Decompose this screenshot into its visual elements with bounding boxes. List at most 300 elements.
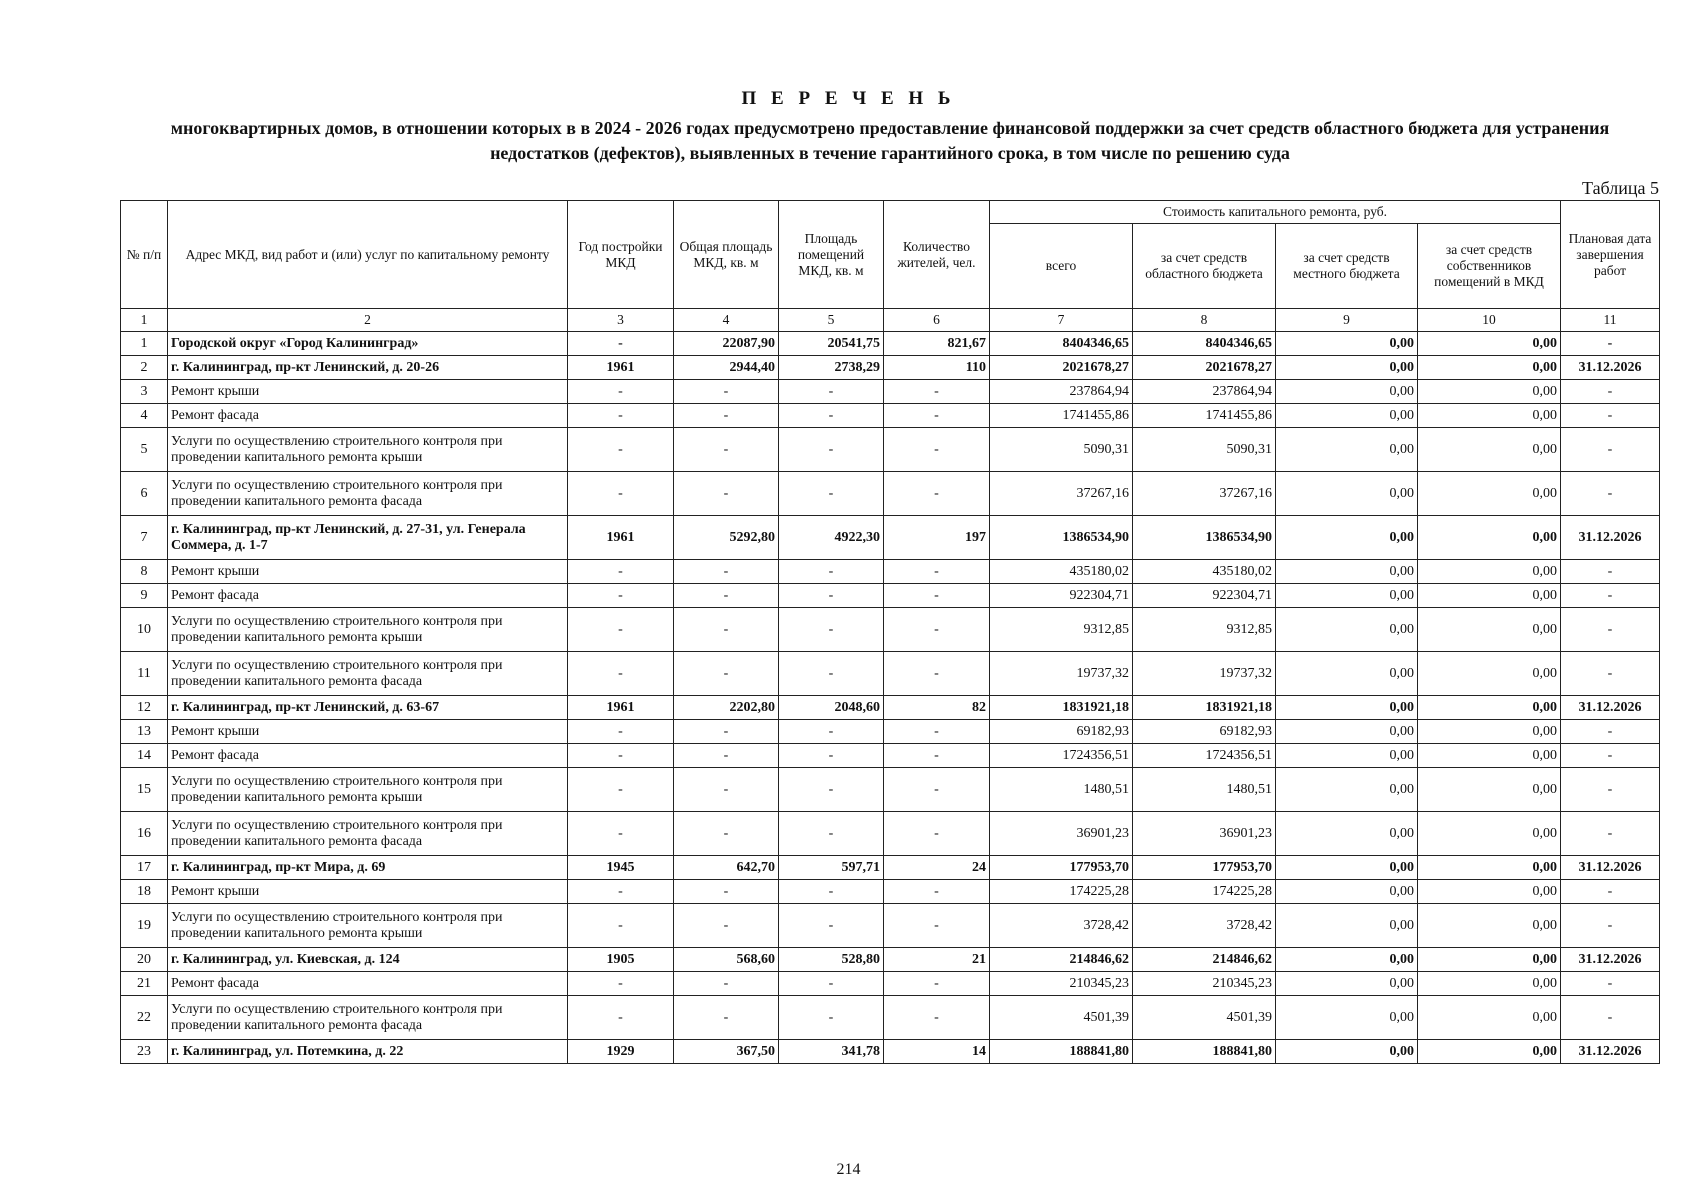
row-cost-total: 188841,80 [990,1040,1133,1064]
row-premises-area: - [779,380,884,404]
row-total-area: 2202,80 [674,696,779,720]
row-completion-date: - [1561,996,1660,1040]
row-cost-owners: 0,00 [1418,1040,1561,1064]
row-total-area: - [674,904,779,948]
row-residents: - [884,652,990,696]
row-completion-date: - [1561,428,1660,472]
row-number: 7 [121,516,168,560]
row-total-area: - [674,404,779,428]
row-cost-regional: 4501,39 [1133,996,1276,1040]
row-total-area: 2944,40 [674,356,779,380]
row-premises-area: 4922,30 [779,516,884,560]
row-cost-local: 0,00 [1276,696,1418,720]
row-completion-date: 31.12.2026 [1561,696,1660,720]
row-cost-local: 0,00 [1276,904,1418,948]
row-total-area: 568,60 [674,948,779,972]
row-cost-owners: 0,00 [1418,812,1561,856]
page-number: 214 [836,1161,861,1178]
row-cost-total: 9312,85 [990,608,1133,652]
row-residents: - [884,608,990,652]
row-premises-area: 597,71 [779,856,884,880]
row-cost-local: 0,00 [1276,560,1418,584]
row-total-area: - [674,608,779,652]
row-number: 23 [121,1040,168,1064]
row-premises-area: - [779,768,884,812]
row-residents: - [884,720,990,744]
row-premises-area: - [779,584,884,608]
row-residents: - [884,560,990,584]
row-number: 22 [121,996,168,1040]
row-residents: 821,67 [884,332,990,356]
row-number: 12 [121,696,168,720]
row-residents: 14 [884,1040,990,1064]
row-cost-total: 3728,42 [990,904,1133,948]
row-address: Ремонт фасада [168,744,568,768]
row-cost-total: 5090,31 [990,428,1133,472]
table-label: Таблица 5 [1582,178,1659,198]
row-premises-area: - [779,812,884,856]
row-cost-total: 177953,70 [990,856,1133,880]
column-number: 1 [121,309,168,332]
row-number: 9 [121,584,168,608]
row-cost-local: 0,00 [1276,584,1418,608]
row-residents: 82 [884,696,990,720]
column-number: 9 [1276,309,1418,332]
row-premises-area: - [779,608,884,652]
row-premises-area: 2048,60 [779,696,884,720]
row-cost-local: 0,00 [1276,1040,1418,1064]
row-year: - [568,996,674,1040]
row-cost-regional: 1480,51 [1133,768,1276,812]
row-premises-area: - [779,972,884,996]
row-cost-regional: 8404346,65 [1133,332,1276,356]
row-residents: 24 [884,856,990,880]
header-completion-date: Плановая дата завершения работ [1561,201,1660,309]
table-row [121,1040,1660,1064]
row-cost-owners: 0,00 [1418,472,1561,516]
table-row [121,880,1660,904]
row-total-area: - [674,880,779,904]
row-cost-total: 37267,16 [990,472,1133,516]
row-cost-local: 0,00 [1276,996,1418,1040]
row-premises-area: - [779,652,884,696]
row-year: 1961 [568,356,674,380]
row-total-area: - [674,472,779,516]
row-year: - [568,880,674,904]
row-address: Услуги по осуществлению строительного контроля при проведении капитального ремонта крыши [168,428,568,472]
row-cost-owners: 0,00 [1418,404,1561,428]
row-address: Ремонт фасада [168,404,568,428]
row-number: 8 [121,560,168,584]
row-cost-local: 0,00 [1276,428,1418,472]
table-row [121,812,1660,856]
row-year: - [568,904,674,948]
row-cost-total: 1386534,90 [990,516,1133,560]
row-premises-area: - [779,904,884,948]
row-total-area: - [674,380,779,404]
header-address: Адрес МКД, вид работ и (или) услуг по капитальному ремонту [168,201,568,309]
row-address: Ремонт фасада [168,972,568,996]
table-row [121,720,1660,744]
row-cost-local: 0,00 [1276,472,1418,516]
row-completion-date: - [1561,332,1660,356]
table-row [121,516,1660,560]
row-premises-area: 341,78 [779,1040,884,1064]
row-year: - [568,972,674,996]
row-premises-area: - [779,472,884,516]
row-year: - [568,584,674,608]
row-cost-local: 0,00 [1276,356,1418,380]
row-total-area: 642,70 [674,856,779,880]
row-total-area: 22087,90 [674,332,779,356]
row-year: - [568,404,674,428]
row-residents: - [884,880,990,904]
column-number: 6 [884,309,990,332]
table-row [121,856,1660,880]
row-premises-area: 20541,75 [779,332,884,356]
row-cost-regional: 3728,42 [1133,904,1276,948]
row-cost-owners: 0,00 [1418,560,1561,584]
column-number: 11 [1561,309,1660,332]
column-number: 2 [168,309,568,332]
row-completion-date: 31.12.2026 [1561,948,1660,972]
row-total-area: - [674,428,779,472]
row-completion-date: - [1561,472,1660,516]
header-year: Год постройки МКД [568,201,674,309]
row-cost-total: 174225,28 [990,880,1133,904]
row-cost-local: 0,00 [1276,812,1418,856]
row-premises-area: - [779,428,884,472]
row-cost-owners: 0,00 [1418,948,1561,972]
row-cost-regional: 174225,28 [1133,880,1276,904]
row-number: 11 [121,652,168,696]
row-cost-total: 210345,23 [990,972,1133,996]
row-cost-owners: 0,00 [1418,356,1561,380]
header-premises-area: Площадь помещений МКД, кв. м [779,201,884,309]
header-cost-local: за счет средств местного бюджета [1276,224,1418,309]
row-completion-date: - [1561,904,1660,948]
row-cost-regional: 237864,94 [1133,380,1276,404]
row-cost-total: 1741455,86 [990,404,1133,428]
row-total-area: 367,50 [674,1040,779,1064]
row-address: Услуги по осуществлению строительного контроля при проведении капитального ремонта фасада [168,472,568,516]
row-cost-owners: 0,00 [1418,516,1561,560]
row-cost-regional: 36901,23 [1133,812,1276,856]
row-cost-regional: 1386534,90 [1133,516,1276,560]
row-number: 3 [121,380,168,404]
row-cost-owners: 0,00 [1418,768,1561,812]
row-cost-regional: 19737,32 [1133,652,1276,696]
row-residents: - [884,584,990,608]
row-cost-total: 69182,93 [990,720,1133,744]
table-row [121,972,1660,996]
row-number: 15 [121,768,168,812]
header-cost-regional: за счет средств областного бюджета [1133,224,1276,309]
row-number: 10 [121,608,168,652]
table-row [121,356,1660,380]
row-premises-area: - [779,720,884,744]
row-address: Услуги по осуществлению строительного контроля при проведении капитального ремонта фасада [168,812,568,856]
row-year: - [568,812,674,856]
row-year: - [568,428,674,472]
table-row [121,652,1660,696]
row-premises-area: - [779,996,884,1040]
row-number: 6 [121,472,168,516]
row-address: Услуги по осуществлению строительного контроля при проведении капитального ремонта фасада [168,996,568,1040]
row-premises-area: - [779,744,884,768]
table-row [121,948,1660,972]
column-numbers-row [121,309,1660,332]
table-row [121,332,1660,356]
row-residents: - [884,404,990,428]
row-cost-local: 0,00 [1276,332,1418,356]
row-address: Услуги по осуществлению строительного контроля при проведении капитального ремонта крыши [168,768,568,812]
table-row [121,404,1660,428]
row-address: Услуги по осуществлению строительного контроля при проведении капитального ремонта крыши [168,904,568,948]
row-residents: 21 [884,948,990,972]
row-cost-total: 36901,23 [990,812,1133,856]
row-completion-date: 31.12.2026 [1561,356,1660,380]
table-row [121,472,1660,516]
row-premises-area: 528,80 [779,948,884,972]
row-cost-local: 0,00 [1276,608,1418,652]
row-number: 21 [121,972,168,996]
row-residents: - [884,812,990,856]
row-year: - [568,768,674,812]
row-residents: - [884,972,990,996]
row-address: г. Калининград, пр-кт Ленинский, д. 63-67 [168,696,568,720]
row-total-area: - [674,996,779,1040]
row-residents: - [884,768,990,812]
document-subtitle: многоквартирных домов, в отношении которых в в 2024 - 2026 годах предусмотрено предоставление финансовой поддержки за счет средств областного бюджета для устранения недостатков (дефектов), выявленных в течение гарантийного срока, в том числе по решению суда [170,118,1610,163]
column-number: 4 [674,309,779,332]
row-address: г. Калининград, пр-кт Мира, д. 69 [168,856,568,880]
row-cost-local: 0,00 [1276,972,1418,996]
row-number: 16 [121,812,168,856]
row-residents: - [884,744,990,768]
row-number: 5 [121,428,168,472]
column-number: 8 [1133,309,1276,332]
row-completion-date: - [1561,880,1660,904]
row-cost-total: 922304,71 [990,584,1133,608]
table-row [121,996,1660,1040]
row-cost-total: 1480,51 [990,768,1133,812]
row-completion-date: - [1561,744,1660,768]
row-cost-owners: 0,00 [1418,584,1561,608]
table-row [121,904,1660,948]
row-cost-total: 2021678,27 [990,356,1133,380]
table-row [121,584,1660,608]
row-cost-total: 214846,62 [990,948,1133,972]
header-cost-group: Стоимость капитального ремонта, руб. [990,201,1561,224]
row-completion-date: - [1561,560,1660,584]
row-year: - [568,380,674,404]
row-year: 1905 [568,948,674,972]
row-cost-local: 0,00 [1276,880,1418,904]
row-cost-regional: 9312,85 [1133,608,1276,652]
row-address: г. Калининград, ул. Киевская, д. 124 [168,948,568,972]
row-cost-owners: 0,00 [1418,856,1561,880]
row-year: - [568,560,674,584]
row-cost-owners: 0,00 [1418,380,1561,404]
row-address: Ремонт крыши [168,880,568,904]
row-cost-regional: 188841,80 [1133,1040,1276,1064]
row-cost-owners: 0,00 [1418,428,1561,472]
table-row [121,768,1660,812]
row-cost-local: 0,00 [1276,516,1418,560]
row-cost-regional: 69182,93 [1133,720,1276,744]
column-number: 10 [1418,309,1561,332]
row-completion-date: 31.12.2026 [1561,856,1660,880]
column-number: 5 [779,309,884,332]
row-cost-regional: 922304,71 [1133,584,1276,608]
row-address: Услуги по осуществлению строительного контроля при проведении капитального ремонта фасада [168,652,568,696]
row-address: г. Калининград, ул. Потемкина, д. 22 [168,1040,568,1064]
row-cost-regional: 1724356,51 [1133,744,1276,768]
row-completion-date: - [1561,652,1660,696]
row-total-area: - [674,812,779,856]
row-total-area: 5292,80 [674,516,779,560]
row-cost-total: 237864,94 [990,380,1133,404]
row-completion-date: - [1561,380,1660,404]
row-address: г. Калининград, пр-кт Ленинский, д. 27-31, ул. Генерала Соммера, д. 1-7 [168,516,568,560]
row-cost-total: 1724356,51 [990,744,1133,768]
row-number: 14 [121,744,168,768]
row-cost-total: 1831921,18 [990,696,1133,720]
row-premises-area: - [779,404,884,428]
row-residents: - [884,904,990,948]
row-year: - [568,652,674,696]
row-completion-date: - [1561,608,1660,652]
row-year: 1961 [568,696,674,720]
table-row [121,696,1660,720]
table-row [121,560,1660,584]
row-number: 20 [121,948,168,972]
row-completion-date: 31.12.2026 [1561,516,1660,560]
row-total-area: - [674,720,779,744]
row-cost-total: 4501,39 [990,996,1133,1040]
header-residents: Количество жителей, чел. [884,201,990,309]
row-number: 18 [121,880,168,904]
row-number: 1 [121,332,168,356]
row-cost-regional: 5090,31 [1133,428,1276,472]
row-cost-local: 0,00 [1276,720,1418,744]
row-premises-area: - [779,880,884,904]
row-number: 2 [121,356,168,380]
row-total-area: - [674,972,779,996]
row-cost-local: 0,00 [1276,744,1418,768]
row-cost-regional: 37267,16 [1133,472,1276,516]
row-cost-owners: 0,00 [1418,880,1561,904]
row-completion-date: - [1561,584,1660,608]
row-address: Ремонт фасада [168,584,568,608]
row-total-area: - [674,560,779,584]
row-address: Услуги по осуществлению строительного контроля при проведении капитального ремонта крыши [168,608,568,652]
row-cost-owners: 0,00 [1418,652,1561,696]
row-cost-owners: 0,00 [1418,972,1561,996]
row-cost-total: 19737,32 [990,652,1133,696]
table-row [121,428,1660,472]
row-completion-date: - [1561,768,1660,812]
row-completion-date: - [1561,720,1660,744]
row-number: 17 [121,856,168,880]
row-cost-total: 435180,02 [990,560,1133,584]
row-residents: - [884,428,990,472]
row-cost-regional: 435180,02 [1133,560,1276,584]
row-cost-regional: 214846,62 [1133,948,1276,972]
row-cost-local: 0,00 [1276,380,1418,404]
row-premises-area: - [779,560,884,584]
column-number: 7 [990,309,1133,332]
table-row [121,744,1660,768]
row-year: 1929 [568,1040,674,1064]
row-year: - [568,472,674,516]
row-year: - [568,744,674,768]
row-year: - [568,608,674,652]
row-total-area: - [674,584,779,608]
row-number: 19 [121,904,168,948]
row-cost-owners: 0,00 [1418,904,1561,948]
column-number: 3 [568,309,674,332]
row-year: 1945 [568,856,674,880]
row-completion-date: - [1561,812,1660,856]
row-total-area: - [674,652,779,696]
row-number: 4 [121,404,168,428]
header-cost-total: всего [990,224,1133,309]
row-number: 13 [121,720,168,744]
row-cost-owners: 0,00 [1418,720,1561,744]
row-cost-regional: 1741455,86 [1133,404,1276,428]
housing-repair-table [120,200,1660,1064]
row-cost-regional: 1831921,18 [1133,696,1276,720]
row-completion-date: 31.12.2026 [1561,1040,1660,1064]
table-row [121,380,1660,404]
row-residents: - [884,996,990,1040]
row-residents: 197 [884,516,990,560]
row-address: Ремонт крыши [168,560,568,584]
table-body [121,332,1660,1064]
header-no: № п/п [121,201,168,309]
row-cost-owners: 0,00 [1418,996,1561,1040]
row-cost-owners: 0,00 [1418,744,1561,768]
row-completion-date: - [1561,404,1660,428]
row-address: Ремонт крыши [168,720,568,744]
row-total-area: - [674,768,779,812]
row-year: 1961 [568,516,674,560]
row-year: - [568,720,674,744]
row-cost-regional: 2021678,27 [1133,356,1276,380]
row-address: г. Калининград, пр-кт Ленинский, д. 20-26 [168,356,568,380]
row-residents: - [884,472,990,516]
row-year: - [568,332,674,356]
row-premises-area: 2738,29 [779,356,884,380]
row-cost-owners: 0,00 [1418,696,1561,720]
row-cost-local: 0,00 [1276,768,1418,812]
row-cost-local: 0,00 [1276,948,1418,972]
row-cost-total: 8404346,65 [990,332,1133,356]
row-cost-local: 0,00 [1276,404,1418,428]
document-title: П Е Р Е Ч Е Н Ь [741,88,956,109]
row-residents: 110 [884,356,990,380]
row-total-area: - [674,744,779,768]
row-cost-local: 0,00 [1276,856,1418,880]
row-cost-owners: 0,00 [1418,332,1561,356]
row-cost-owners: 0,00 [1418,608,1561,652]
row-address: Городской округ «Город Калининград» [168,332,568,356]
row-address: Ремонт крыши [168,380,568,404]
row-cost-regional: 210345,23 [1133,972,1276,996]
table-row [121,608,1660,652]
